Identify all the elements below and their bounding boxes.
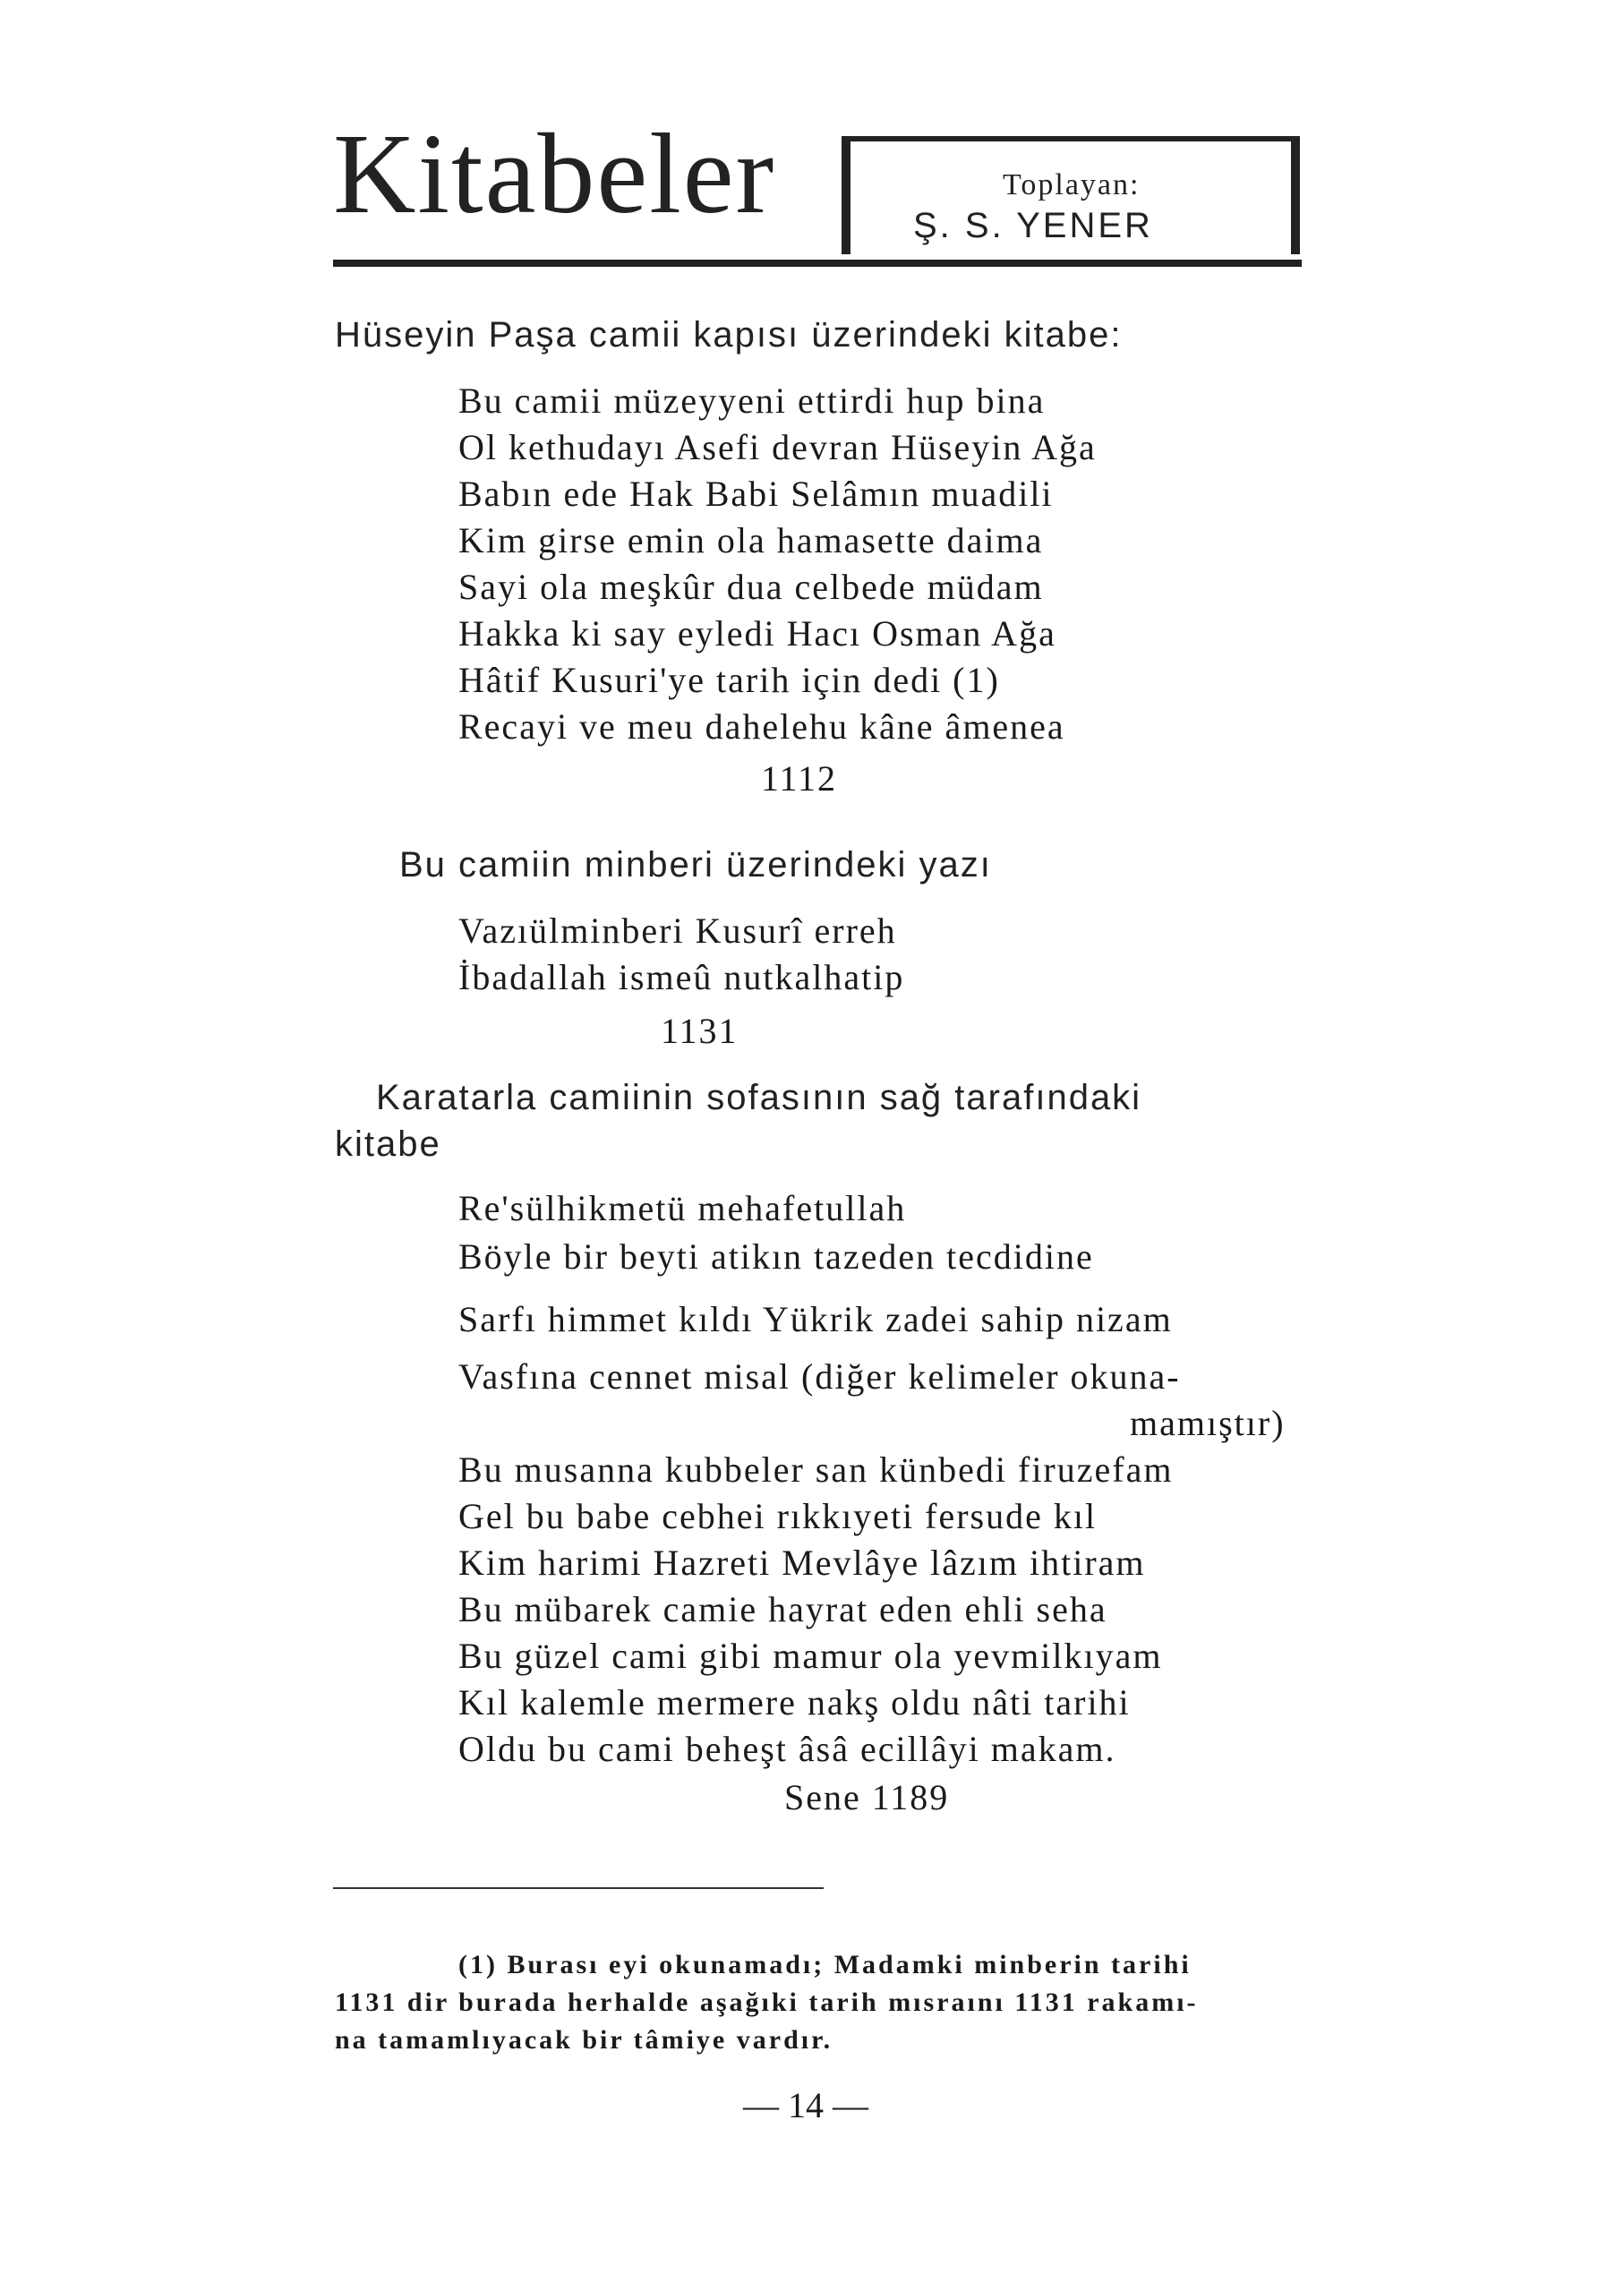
header-rule bbox=[333, 260, 1302, 267]
compiled-by-label: Toplayan: bbox=[1003, 168, 1141, 201]
verse-line: Hakka ki say eyledi Hacı Osman Ağa bbox=[458, 613, 1056, 654]
verse-line: Sarfı himmet kıldı Yükrik zadei sahip nizam bbox=[458, 1299, 1173, 1339]
verse-line: Vasfına cennet misal (diğer kelimeler okuna- bbox=[458, 1356, 1181, 1397]
page-title: Kitabeler bbox=[333, 110, 776, 237]
verse-line: Ol kethudayı Asefi devran Hüseyin Ağa bbox=[458, 427, 1097, 467]
verse-line: Hâtif Kusuri'ye tarih için dedi (1) bbox=[458, 660, 1000, 700]
footnote-line: na tamamlıyacak bir tâmiye vardır. bbox=[335, 2025, 833, 2055]
verse-line: Bu mübarek camie hayrat eden ehli seha bbox=[458, 1589, 1107, 1629]
footnote-rule bbox=[333, 1887, 824, 1889]
author-name: Ş. S. YENER bbox=[913, 206, 1153, 245]
page-number: — 14 — bbox=[743, 2085, 868, 2125]
verse-line: Vazıülminberi Kusurî erreh bbox=[458, 910, 897, 951]
verse-line: Recayi ve meu dahelehu kâne âmenea bbox=[458, 706, 1065, 747]
footnote-line: 1131 dir burada herhalde aşağıki tarih mısraını 1131 rakamı- bbox=[335, 1988, 1199, 2017]
verse-line: Böyle bir beyti atikın tazeden tecdidine bbox=[458, 1236, 1094, 1277]
verse-line: Re'sülhikmetü mehafetullah bbox=[458, 1188, 907, 1228]
section-heading-2: Bu camiin minberi üzerindeki yazı bbox=[399, 845, 992, 885]
verse-line: Bu camii müzeyyeni ettirdi hup bina bbox=[458, 380, 1046, 421]
verse-line: Bu musanna kubbeler san künbedi firuzefam bbox=[458, 1449, 1174, 1490]
verse-line: Kim girse emin ola hamasette daima bbox=[458, 520, 1044, 560]
section-heading-3-continued: kitabe bbox=[335, 1124, 441, 1164]
verse-line: mamıştır) bbox=[1130, 1403, 1286, 1443]
verse-line: Kıl kalemle mermere nakş oldu nâti tarihi bbox=[458, 1682, 1131, 1723]
verse-year: Sene 1189 bbox=[784, 1777, 950, 1817]
verse-line: Bu güzel cami gibi mamur ola yevmilkıyam bbox=[458, 1636, 1163, 1676]
verse-line: Kim harimi Hazreti Mevlâye lâzım ihtiram bbox=[458, 1543, 1146, 1583]
section-heading-1: Hüseyin Paşa camii kapısı üzerindeki kitabe: bbox=[335, 315, 1123, 355]
verse-year: 1131 bbox=[661, 1011, 739, 1051]
verse-year: 1112 bbox=[761, 758, 838, 799]
verse-line: Babın ede Hak Babi Selâmın muadili bbox=[458, 474, 1054, 514]
verse-line: Sayi ola meşkûr dua celbede müdam bbox=[458, 567, 1044, 607]
verse-line: Gel bu babe cebhei rıkkıyeti fersude kıl bbox=[458, 1496, 1098, 1536]
verse-line: Oldu bu cami beheşt âsâ ecillâyi makam. bbox=[458, 1729, 1116, 1769]
footnote-line: (1) Burası eyi okunamadı; Madamki minberin tarihi bbox=[458, 1950, 1192, 1979]
verse-line: İbadallah ismeû nutkalhatip bbox=[458, 957, 905, 997]
section-heading-3: Karatarla camiinin sofasının sağ tarafındaki bbox=[376, 1078, 1142, 1117]
